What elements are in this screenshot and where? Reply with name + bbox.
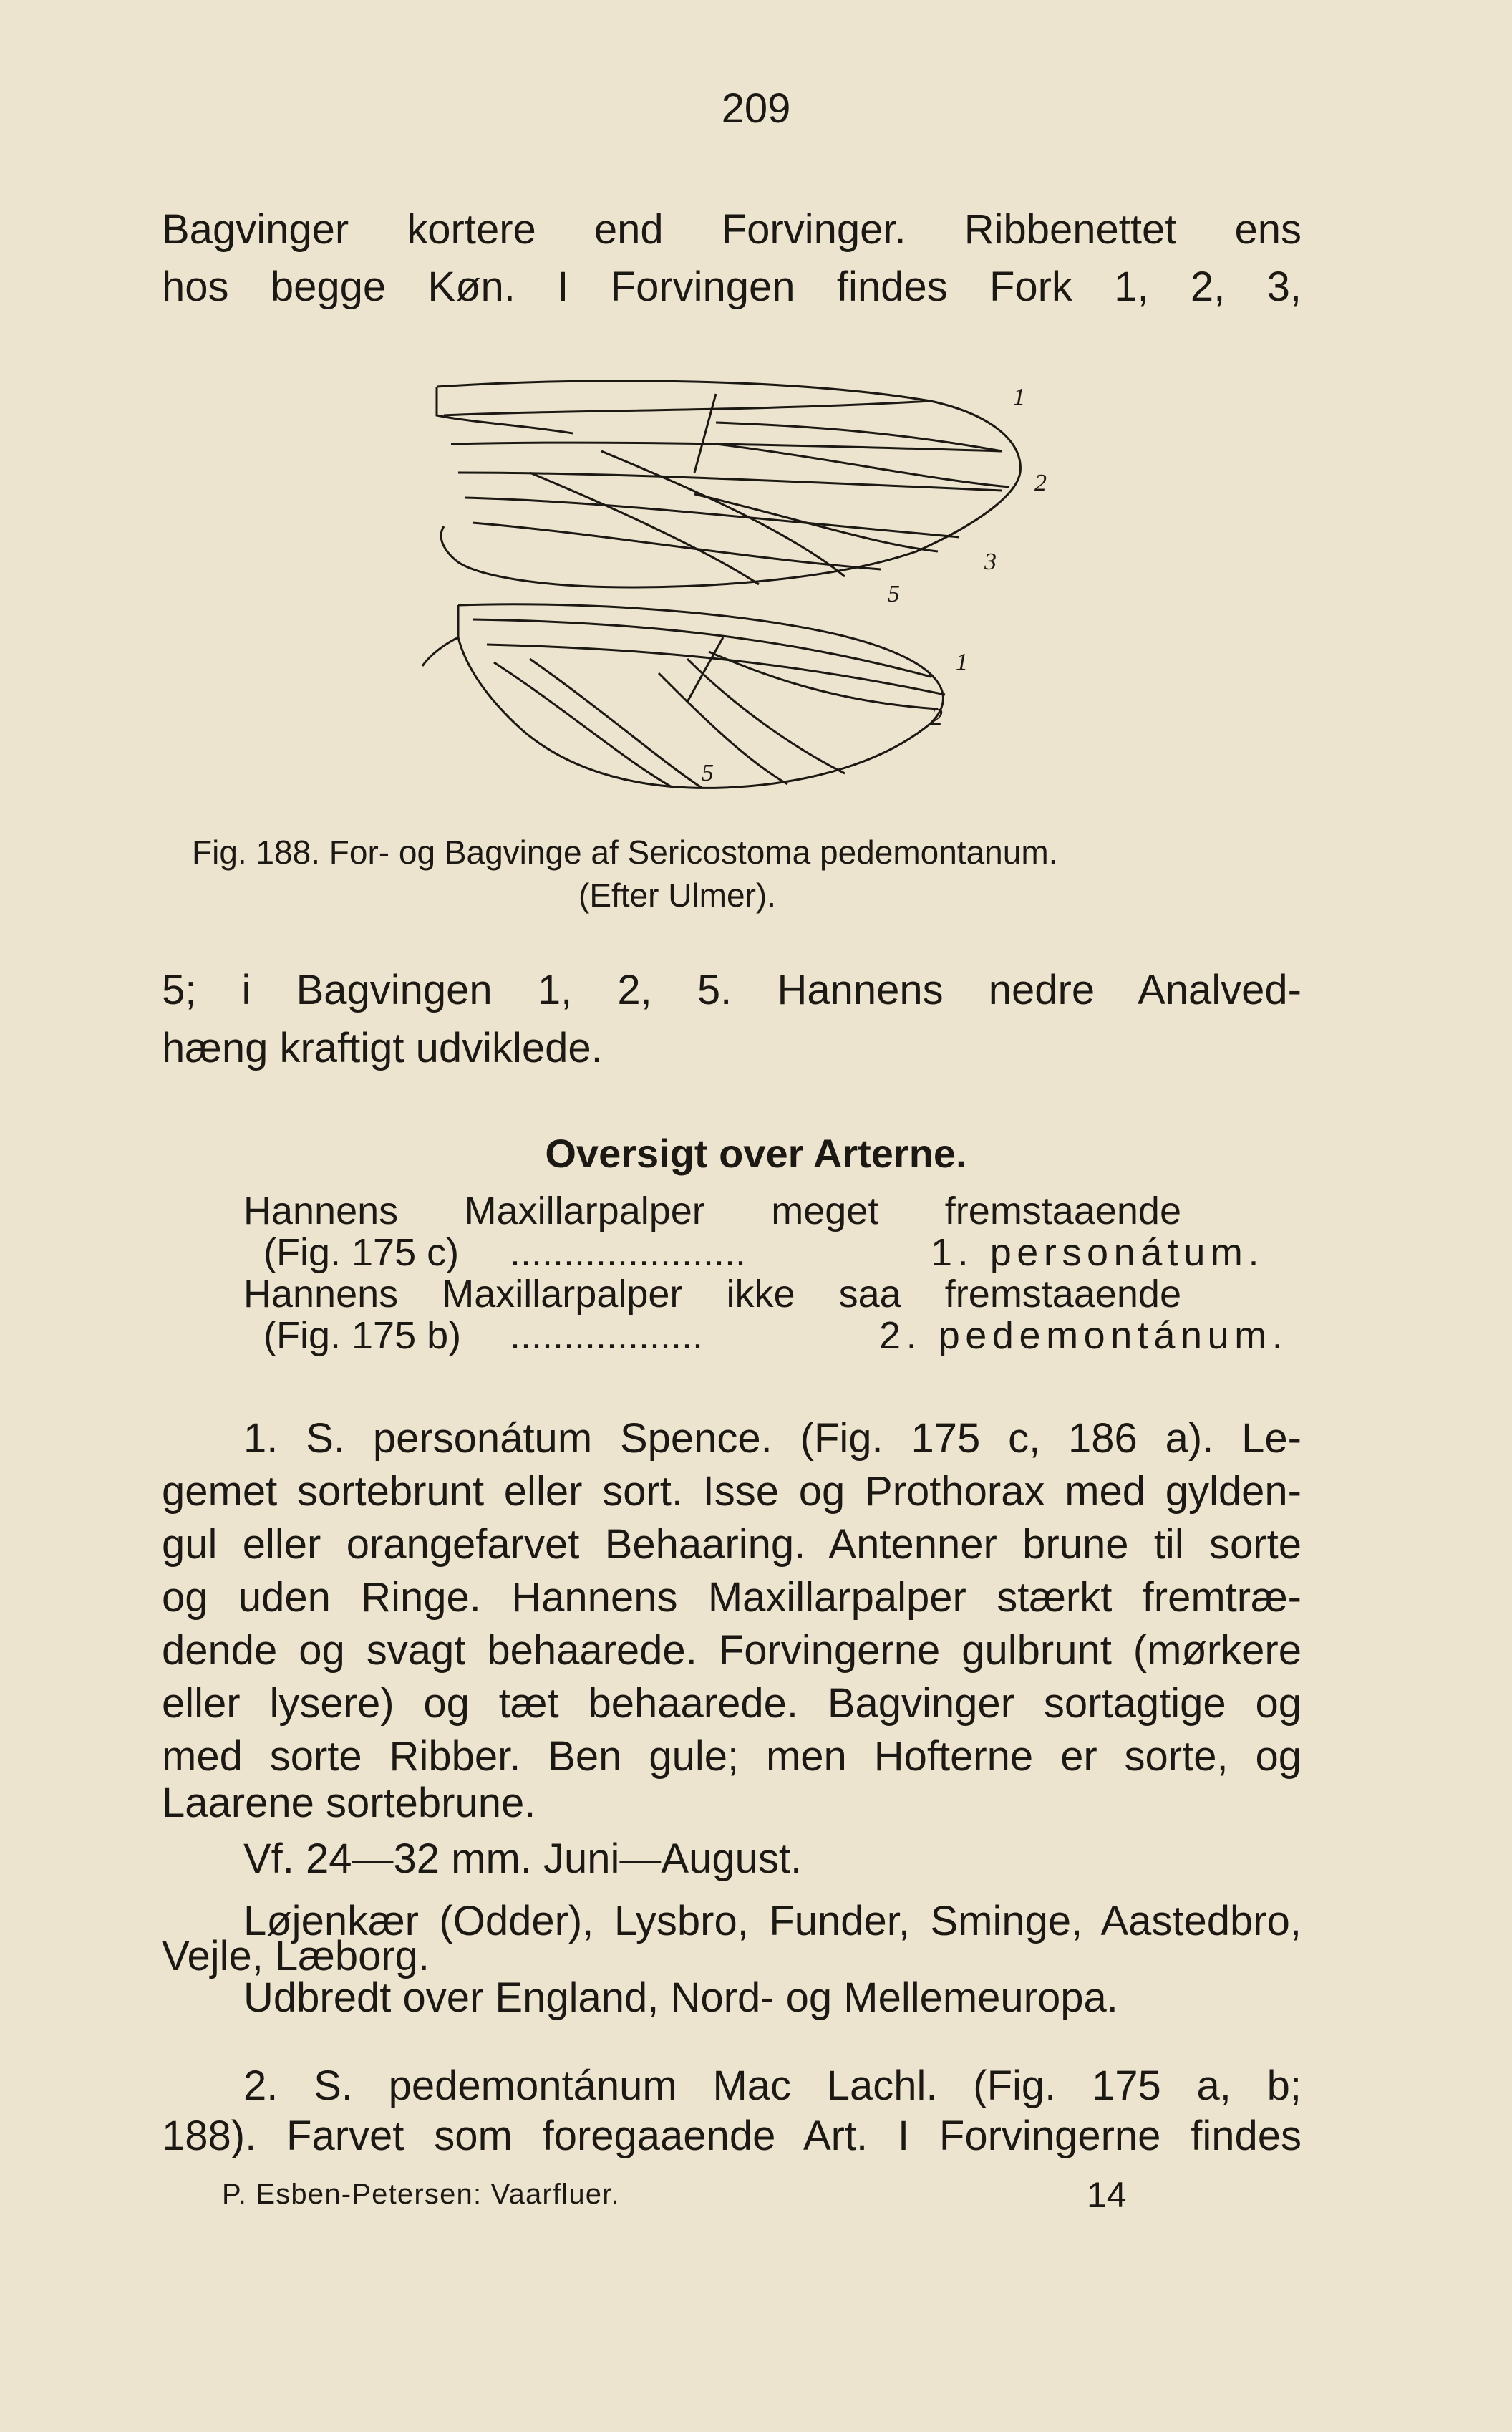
text-line: 5; i Bagvingen 1, 2, 5. Hannens nedre Analved- [162,967,1302,1013]
text-line: gemet sortebrunt eller sort. Isse og Prothorax med gylden- [162,1468,1302,1515]
text-line: gul eller orangefarvet Behaaring. Antenner brune til sorte [162,1521,1302,1568]
fork-label: 1 [956,649,968,675]
text-line: hæng kraftigt udviklede. [162,1025,603,1071]
size-and-season: Vf. 24—32 mm. Juni—August. [243,1835,803,1882]
text-line: hos begge Køn. I Forvingen findes Fork 1, 2, 3, [162,264,1302,310]
signature-mark: 14 [1087,2175,1127,2215]
text-line: dende og svagt behaarede. Forvingerne gulbrunt (mørkere [162,1627,1302,1674]
key-entry-line: Hannens Maxillarpalper meget fremstaaende [243,1190,1181,1232]
text-line: eller lysere) og tæt behaarede. Bagvinger sortagtige og [162,1680,1302,1727]
key-figure-ref: (Fig. 175 c) [263,1231,460,1274]
text-line: 188). Farvet som foregaaende Art. I Forvingerne findes [162,2113,1302,2159]
key-result: 1. personátum. [931,1231,1265,1274]
footer-author: P. Esben-Petersen: Vaarfluer. [222,2178,620,2210]
fork-label: 2 [1034,470,1047,496]
wing-figure [387,372,1102,802]
figure-caption-source: (Efter Ulmer). [578,877,776,914]
fork-label: 1 [1013,384,1025,410]
key-entry-line: Hannens Maxillarpalper ikke saa fremstaaende [243,1273,1181,1316]
text-line: Laarene sortebrune. [162,1780,536,1826]
species-heading-line: 2. S. pedemontánum Mac Lachl. (Fig. 175 a, b; [243,2062,1302,2109]
section-heading: Oversigt over Arterne. [545,1131,967,1176]
fork-label: 5 [888,581,900,607]
figure-caption: Fig. 188. For- og Bagvinge af Sericostoma pedemontanum. [192,834,1058,871]
text-line: Bagvinger kortere end Forvinger. Ribbenettet ens [162,206,1302,253]
fork-label: 2 [931,704,943,730]
key-figure-ref: (Fig. 175 b) [263,1314,462,1357]
distribution: Udbredt over England, Nord- og Mellemeuropa. [243,1974,1118,2021]
text-line: med sorte Ribber. Ben gule; men Hofterne er sorte, og [162,1733,1302,1780]
leader-dots: .................. [510,1314,704,1357]
fork-label: 5 [702,760,714,786]
species-heading-line: 1. S. personátum Spence. (Fig. 175 c, 186 a). Le- [243,1415,1302,1462]
text-line: og uden Ringe. Hannens Maxillarpalper stærkt fremtræ- [162,1574,1302,1621]
page-number: 209 [721,85,791,132]
hindwing-outline [458,604,943,788]
localities: Løjenkær (Odder), Lysbro, Funder, Sminge, Aastedbro, [243,1898,1302,1944]
key-result: 2. pedemontánum. [879,1314,1289,1357]
leader-dots: ...................... [510,1231,747,1274]
fork-label: 3 [984,549,997,575]
localities: Vejle, Læborg. [162,1933,430,1979]
